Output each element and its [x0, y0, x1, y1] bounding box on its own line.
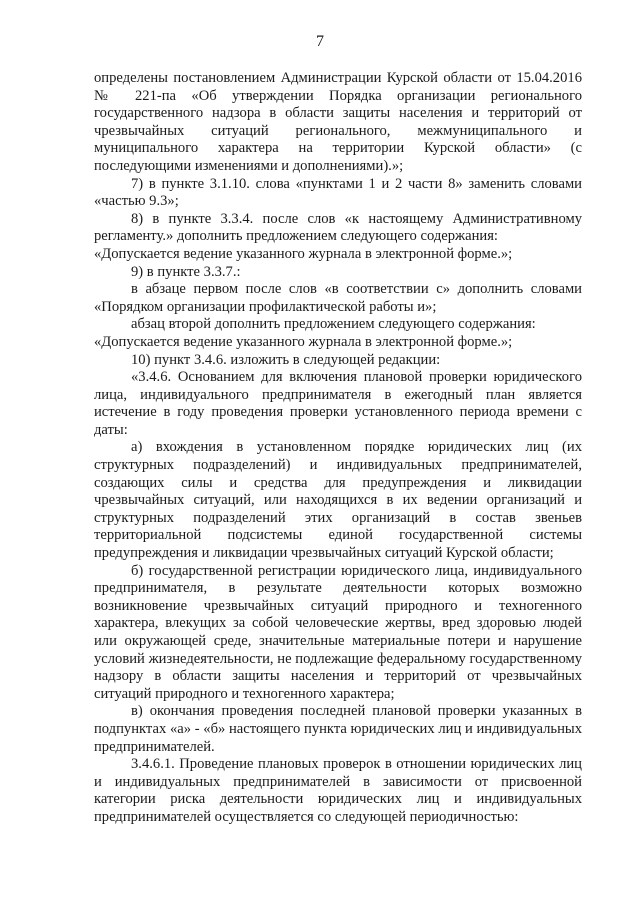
paragraph: 8) в пункте 3.3.4. после слов «к настоящему Административному регламенту.» дополнить предложением следующего содержания:	[94, 210, 582, 245]
document-body	[94, 70, 582, 827]
paragraph: в) окончания проведения последней плановой проверки указанных в подпунктах «а» - «б» настоящего пункта юридических лиц и индивидуальных предпринимателей.	[94, 703, 582, 755]
paragraph: 9) в пункте 3.3.7.:	[131, 263, 241, 280]
paragraph: 3.4.6.1. Проведение плановых проверок в отношении юридических лиц и индивидуальных предпринимателей в зависимости от присвоенной категории риска деятельности юридических лиц и индивидуальных предпринимателей осуществляется со следующей периодичностью:	[94, 756, 582, 825]
paragraph: а) вхождения в установленном порядке юридических лиц (их структурных подразделений) и индивидуальных предпринимателей, создающих силы и средства для предупреждения и ликвидации чрезвычайных ситуаций, или находящихся в их ведении организаций и структурных подразделений этих организаций в состав звеньев территориальной подсистемы единой государственной системы предупреждения и ликвидации чрезвычайных ситуаций Курской области;	[94, 439, 582, 562]
paragraph: «3.4.6. Основанием для включения плановой проверки юридического лица, индивидуального предпринимателя в ежегодный план является истечение в году проведения проверки установленного периода времени с даты:	[94, 369, 582, 438]
paragraph: б) государственной регистрации юридического лица, индивидуального предпринимателя, в результате деятельности которых возможно возникновение чрезвычайных ситуаций природного и техногенного характера, влекущих за собой человеческие жертвы, вред здоровью людей или окружающей среде, значительные материальные потери и нарушение условий жизнедеятельности, не подлежащие федеральному государственному надзору в области защиты населения и территорий от чрезвычайных ситуаций природного и техногенного характера;	[94, 562, 582, 702]
paragraph: определены постановлением Администрации Курской области от 15.04.2016 № 221-па «Об утверждении Порядка организации регионального государственного надзора в области защиты населения и территорий от чрезвычайных ситуаций регионального, межмуниципального и муниципального характера на территории Курской области» (с последующими изменениями и дополнениями).»;	[94, 70, 582, 174]
paragraph: «Допускается ведение указанного журнала в электронной форме.»;	[94, 333, 513, 350]
paragraph: 7) в пункте 3.1.10. слова «пунктами 1 и 2 части 8» заменить словами «частью 9.3»;	[94, 175, 582, 210]
page-number: 7	[316, 33, 324, 50]
paragraph: «Допускается ведение указанного журнала в электронной форме.»;	[94, 245, 513, 262]
paragraph: абзац второй дополнить предложением следующего содержания:	[131, 316, 536, 333]
paragraph: 10) пункт 3.4.6. изложить в следующей редакции:	[131, 351, 441, 368]
paragraph: в абзаце первом после слов «в соответствии с» дополнить словами «Порядком организации профилактической работы и»;	[94, 281, 582, 315]
